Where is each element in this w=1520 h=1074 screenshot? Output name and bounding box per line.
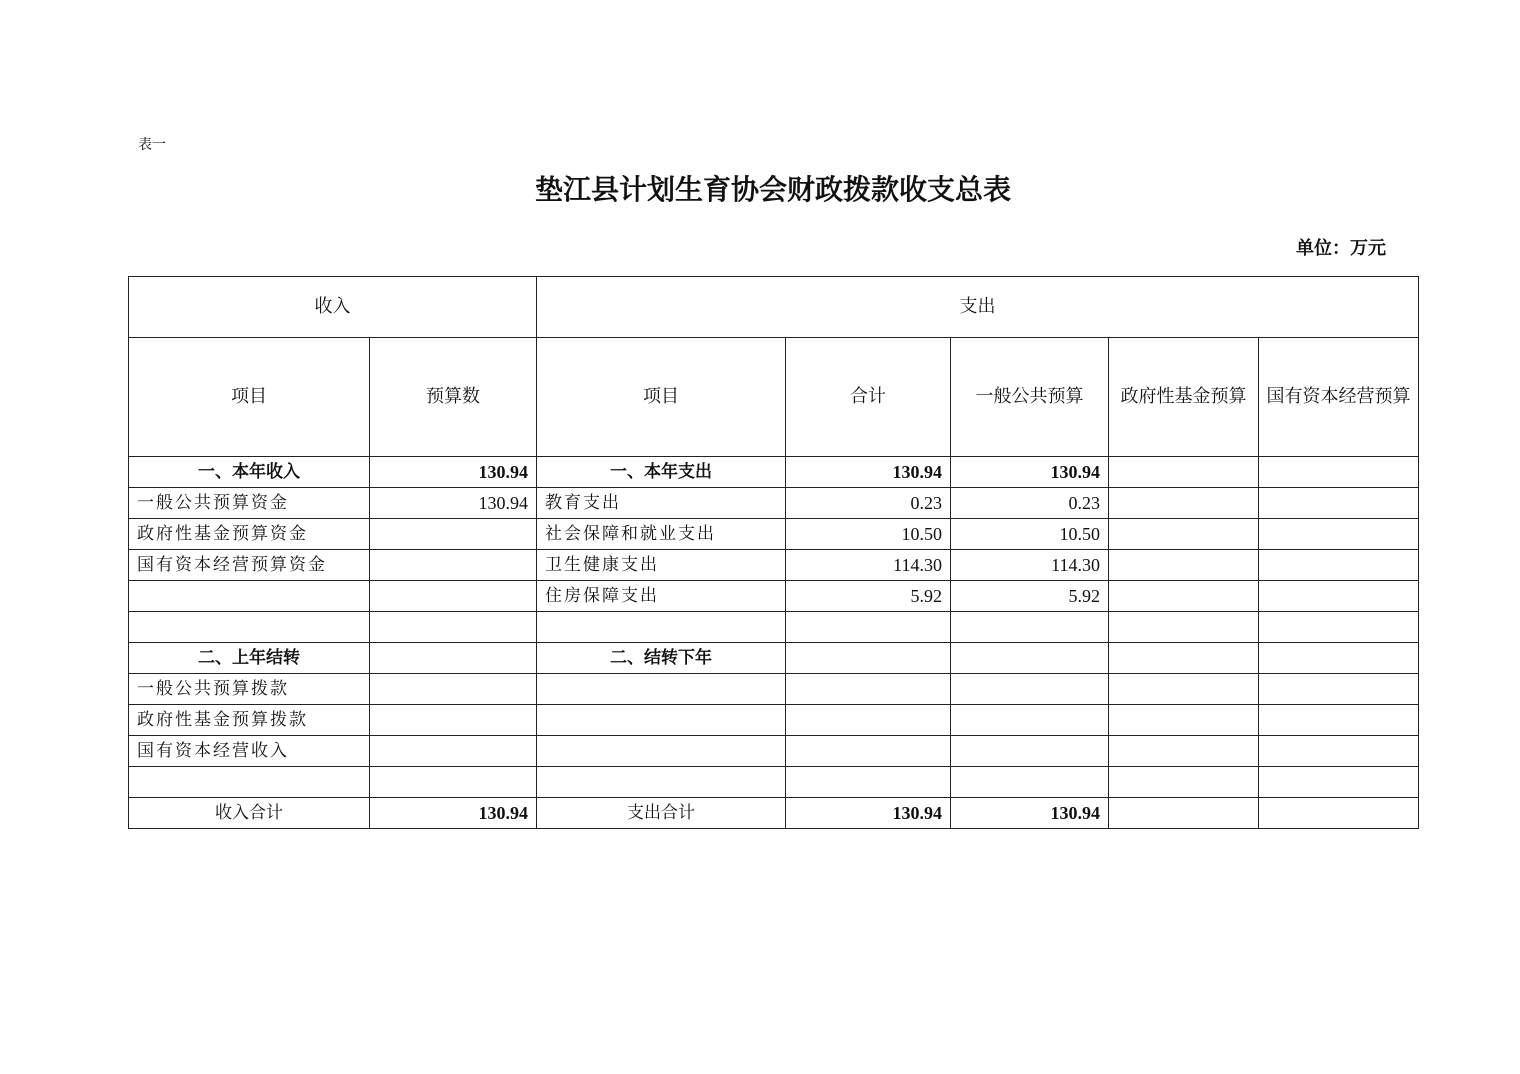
table-row bbox=[129, 519, 1419, 550]
general-budget-cell bbox=[951, 674, 1109, 705]
income-value-cell bbox=[370, 674, 537, 705]
header-row-group bbox=[129, 277, 1419, 338]
gov-fund-cell bbox=[1109, 519, 1259, 550]
expense-header: 支出 bbox=[537, 277, 1419, 338]
unit-label: 单位：万元 bbox=[1296, 238, 1386, 259]
expense-item-cell: 二、结转下年 bbox=[537, 643, 786, 674]
expense-total-cell bbox=[786, 643, 951, 674]
general-budget-cell: 0.23 bbox=[951, 488, 1109, 519]
income-item-cell bbox=[129, 612, 370, 643]
general-budget-cell: 114.30 bbox=[951, 550, 1109, 581]
col-state-capital: 国有资本经营预算 bbox=[1259, 338, 1419, 457]
state-capital-cell bbox=[1259, 550, 1419, 581]
gov-fund-cell bbox=[1109, 581, 1259, 612]
income-item-cell: 政府性基金预算拨款 bbox=[129, 705, 370, 736]
expense-item-cell bbox=[537, 612, 786, 643]
expense-total-cell: 130.94 bbox=[786, 457, 951, 488]
table-row bbox=[129, 767, 1419, 798]
expense-total-cell: 0.23 bbox=[786, 488, 951, 519]
expense-total-value: 130.94 bbox=[786, 798, 951, 829]
col-gov-fund: 政府性基金预算 bbox=[1109, 338, 1259, 457]
income-item-cell: 政府性基金预算资金 bbox=[129, 519, 370, 550]
income-value-cell bbox=[370, 767, 537, 798]
expense-total-cell bbox=[786, 705, 951, 736]
income-value-cell bbox=[370, 581, 537, 612]
table-label: 表一 bbox=[138, 137, 166, 153]
income-value-cell bbox=[370, 643, 537, 674]
income-item-cell bbox=[129, 581, 370, 612]
expense-total-cell: 10.50 bbox=[786, 519, 951, 550]
table-row bbox=[129, 550, 1419, 581]
expense-total-cell bbox=[786, 736, 951, 767]
table-row bbox=[129, 612, 1419, 643]
expense-item-cell: 卫生健康支出 bbox=[537, 550, 786, 581]
income-item-cell bbox=[129, 767, 370, 798]
expense-total-cell: 114.30 bbox=[786, 550, 951, 581]
gov-fund-total-value bbox=[1109, 798, 1259, 829]
income-header: 收入 bbox=[129, 277, 537, 338]
state-capital-cell bbox=[1259, 674, 1419, 705]
income-value-cell bbox=[370, 612, 537, 643]
state-capital-cell bbox=[1259, 767, 1419, 798]
general-budget-cell: 5.92 bbox=[951, 581, 1109, 612]
state-capital-cell bbox=[1259, 612, 1419, 643]
general-budget-total-value: 130.94 bbox=[951, 798, 1109, 829]
general-budget-cell bbox=[951, 705, 1109, 736]
gov-fund-cell bbox=[1109, 767, 1259, 798]
col-expense-total: 合计 bbox=[786, 338, 951, 457]
income-item-cell: 二、上年结转 bbox=[129, 643, 370, 674]
income-value-cell bbox=[370, 736, 537, 767]
expense-total-label: 支出合计 bbox=[537, 798, 786, 829]
expense-item-cell: 社会保障和就业支出 bbox=[537, 519, 786, 550]
gov-fund-cell bbox=[1109, 550, 1259, 581]
gov-fund-cell bbox=[1109, 674, 1259, 705]
table-row bbox=[129, 736, 1419, 767]
income-value-cell bbox=[370, 550, 537, 581]
state-capital-cell bbox=[1259, 519, 1419, 550]
state-capital-cell bbox=[1259, 457, 1419, 488]
income-value-cell bbox=[370, 519, 537, 550]
state-capital-cell bbox=[1259, 488, 1419, 519]
expense-item-cell bbox=[537, 767, 786, 798]
table-row bbox=[129, 705, 1419, 736]
general-budget-cell bbox=[951, 612, 1109, 643]
expense-total-cell: 5.92 bbox=[786, 581, 951, 612]
expense-item-cell: 教育支出 bbox=[537, 488, 786, 519]
total-row bbox=[129, 798, 1419, 829]
state-capital-cell bbox=[1259, 736, 1419, 767]
expense-item-cell bbox=[537, 705, 786, 736]
income-item-cell: 国有资本经营预算资金 bbox=[129, 550, 370, 581]
general-budget-cell bbox=[951, 767, 1109, 798]
expense-item-cell: 一、本年支出 bbox=[537, 457, 786, 488]
page-title: 垫江县计划生育协会财政拨款收支总表 bbox=[534, 173, 1011, 206]
income-item-cell: 一、本年收入 bbox=[129, 457, 370, 488]
income-item-cell: 一般公共预算拨款 bbox=[129, 674, 370, 705]
table-row bbox=[129, 581, 1419, 612]
income-value-cell: 130.94 bbox=[370, 488, 537, 519]
header-row-columns bbox=[129, 338, 1419, 457]
expense-total-cell bbox=[786, 767, 951, 798]
gov-fund-cell bbox=[1109, 643, 1259, 674]
expense-total-cell bbox=[786, 674, 951, 705]
general-budget-cell: 130.94 bbox=[951, 457, 1109, 488]
expense-total-cell bbox=[786, 612, 951, 643]
gov-fund-cell bbox=[1109, 705, 1259, 736]
col-general-budget: 一般公共预算 bbox=[951, 338, 1109, 457]
income-total-value: 130.94 bbox=[370, 798, 537, 829]
income-item-cell: 国有资本经营收入 bbox=[129, 736, 370, 767]
expense-item-cell: 住房保障支出 bbox=[537, 581, 786, 612]
gov-fund-cell bbox=[1109, 488, 1259, 519]
table-row bbox=[129, 457, 1419, 488]
general-budget-cell: 10.50 bbox=[951, 519, 1109, 550]
general-budget-cell bbox=[951, 736, 1109, 767]
col-income-item: 项目 bbox=[129, 338, 370, 457]
table-row bbox=[129, 643, 1419, 674]
col-expense-item: 项目 bbox=[537, 338, 786, 457]
expense-item-cell bbox=[537, 674, 786, 705]
state-capital-cell bbox=[1259, 705, 1419, 736]
table-row bbox=[129, 488, 1419, 519]
state-capital-total-value bbox=[1259, 798, 1419, 829]
expense-item-cell bbox=[537, 736, 786, 767]
income-total-label: 收入合计 bbox=[129, 798, 370, 829]
general-budget-cell bbox=[951, 643, 1109, 674]
income-value-cell: 130.94 bbox=[370, 457, 537, 488]
table-row bbox=[129, 674, 1419, 705]
gov-fund-cell bbox=[1109, 612, 1259, 643]
col-income-budget: 预算数 bbox=[370, 338, 537, 457]
income-item-cell: 一般公共预算资金 bbox=[129, 488, 370, 519]
fiscal-summary-table bbox=[128, 276, 1419, 829]
state-capital-cell bbox=[1259, 643, 1419, 674]
gov-fund-cell bbox=[1109, 457, 1259, 488]
state-capital-cell bbox=[1259, 581, 1419, 612]
income-value-cell bbox=[370, 705, 537, 736]
gov-fund-cell bbox=[1109, 736, 1259, 767]
